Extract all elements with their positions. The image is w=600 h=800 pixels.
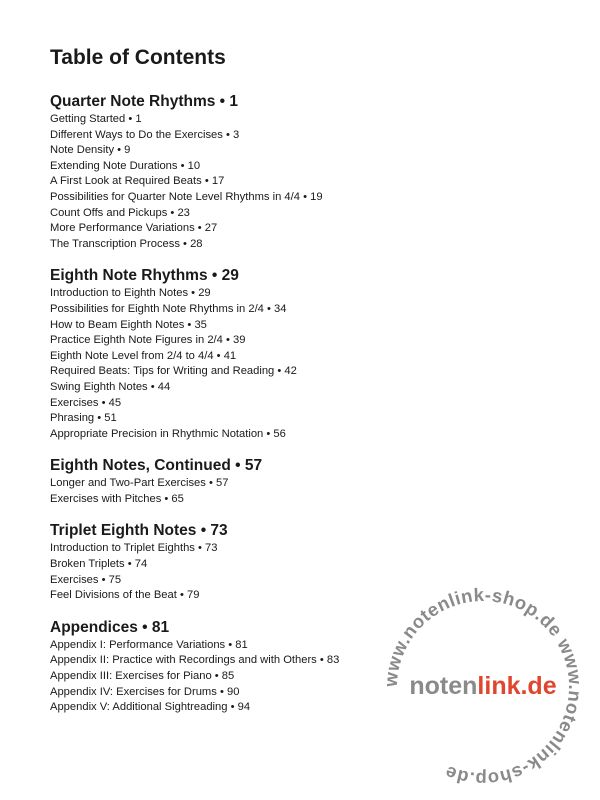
toc-entry: Exercises • 75	[50, 573, 122, 586]
toc-entry: Introduction to Eighth Notes • 29	[50, 287, 211, 300]
watermark-logo	[409, 672, 556, 700]
toc-entry: Longer and Two-Part Exercises • 57	[50, 477, 229, 490]
watermark-stamp	[378, 582, 588, 792]
watermark-logo-part1: noten	[409, 672, 478, 700]
toc-entry: Practice Eighth Note Figures in 2/4 • 39	[50, 334, 246, 347]
section-heading: Eighth Notes, Continued • 57	[50, 457, 263, 475]
entry-list	[50, 541, 339, 603]
toc-entry: Possibilities for Quarter Note Level Rhythms in 4/4 • 19	[50, 190, 323, 203]
toc-section	[50, 266, 339, 442]
toc-section	[50, 92, 339, 252]
toc-entry: Eighth Note Level from 2/4 to 4/4 • 41	[50, 349, 237, 362]
section-heading: Appendices • 81	[50, 618, 170, 636]
toc-entry: Different Ways to Do the Exercises • 3	[50, 128, 240, 141]
watermark-logo-part2: link.de	[477, 672, 557, 700]
entry-list	[50, 286, 339, 442]
toc-entry: Appendix V: Additional Sightreading • 94	[50, 701, 251, 714]
toc-entry: More Performance Variations • 27	[50, 222, 218, 235]
toc-entry: Extending Note Durations • 10	[50, 159, 201, 172]
toc-entry: Broken Triplets • 74	[50, 558, 148, 571]
toc-entry: Exercises • 45	[50, 396, 122, 409]
toc-entry: Phrasing • 51	[50, 412, 117, 425]
watermark-ring-text: www.notenlink-shop.de www.notenlink-shop.de	[379, 583, 587, 791]
toc-entry: Getting Started • 1	[50, 113, 142, 125]
toc-entry: The Transcription Process • 28	[50, 237, 203, 250]
toc-sections	[50, 92, 339, 716]
toc-section	[50, 456, 339, 507]
entry-list	[50, 638, 339, 716]
toc-section	[50, 618, 339, 716]
toc-entry: Count Offs and Pickups • 23	[50, 206, 190, 219]
section-heading: Triplet Eighth Notes • 73	[50, 522, 228, 540]
toc-entry: Appendix II: Practice with Recordings and with Others • 83	[50, 654, 340, 667]
toc-section	[50, 521, 339, 603]
toc-entry: Appropriate Precision in Rhythmic Notation • 56	[50, 427, 286, 440]
entry-list	[50, 112, 339, 252]
toc-entry: Appendix IV: Exercises for Drums • 90	[50, 685, 240, 698]
toc-entry: Feel Divisions of the Beat • 79	[50, 589, 200, 602]
toc-entry: How to Beam Eighth Notes • 35	[50, 318, 207, 331]
toc-entry: Swing Eighth Notes • 44	[50, 380, 171, 393]
toc-entry: Exercises with Pitches • 65	[50, 492, 184, 505]
toc-entry: Introduction to Triplet Eighths • 73	[50, 542, 218, 555]
section-heading: Eighth Note Rhythms • 29	[50, 267, 239, 285]
toc-entry: Appendix III: Exercises for Piano • 85	[50, 670, 235, 683]
page-title: Table of Contents	[50, 46, 226, 69]
toc-entry: Possibilities for Eighth Note Rhythms in 2/4 • 34	[50, 302, 287, 315]
toc-entry: Required Beats: Tips for Writing and Reading • 42	[50, 365, 297, 378]
section-heading: Quarter Note Rhythms • 1	[50, 93, 239, 110]
toc-entry: A First Look at Required Beats • 17	[50, 175, 225, 188]
entry-list	[50, 476, 339, 507]
toc-entry: Appendix I: Performance Variations • 81	[50, 638, 248, 651]
toc-entry: Note Density • 9	[50, 144, 131, 157]
